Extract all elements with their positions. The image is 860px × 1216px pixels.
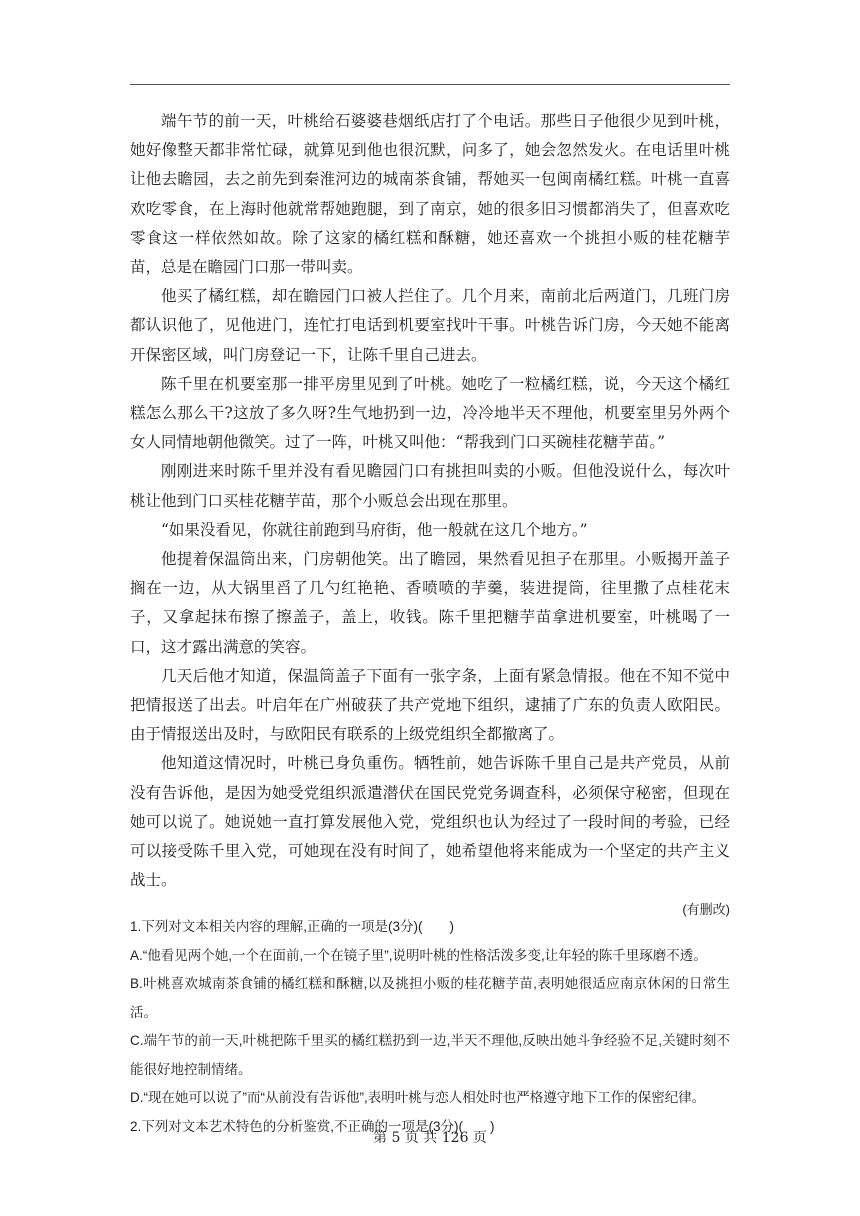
passage-paragraph: 几天后他才知道，保温筒盖子下面有一张字条，上面有紧急情报。他在不知不觉中把情报送了出去。叶启年在广州破获了共产党地下组织，逮捕了广东的负责人欧阳民。由于情报送出及时，与欧阳民有联系的上级党组织全都撤离了。 <box>130 666 730 744</box>
question-1-stem: 1.下列对文本相关内容的理解,正确的一项是(3分)( ) <box>130 919 454 934</box>
question-1-option-c: C.端午节的前一天,叶桃把陈千里买的橘红糕扔到一边,半天不理他,反映出她斗争经验不足,关键时刻不能很好地控制情绪。 <box>130 1033 730 1077</box>
question-1-option-b: B.叶桃喜欢城南茶食铺的橘红糕和酥糖,以及挑担小贩的桂花糖芋苗,表明她很适应南京休闲的日常生活。 <box>130 976 730 1020</box>
page-number: 第 5 页 共 126 页 <box>373 1130 487 1146</box>
passage-paragraph: 刚刚进来时陈千里并没有看见瞻园门口有挑担叫卖的小贩。但他没说什么，每次叶桃让他到门口买桂花糖芋苗，那个小贩总会出现在那里。 <box>130 462 730 510</box>
passage-paragraph: 陈千里在机要室那一排平房里见到了叶桃。她吃了一粒橘红糕，说，今天这个橘红糕怎么那么干?这放了多久呀?生气地扔到一边，冷冷地半天不理他，机要室里另外两个女人同情地朝他微笑。过了一阵，叶桃又叫他：“帮我到门口买碗桂花糖芋苗。” <box>130 374 730 452</box>
source-note: (有删改) <box>682 902 730 918</box>
question-1-option-d: D.“现在她可以说了”而“从前没有告诉他”,表明叶桃与恋人相处时也严格遵守地下工作的保密纪律。 <box>130 1090 706 1105</box>
passage-paragraph: 他知道这情况时，叶桃已身负重伤。牺牲前，她告诉陈千里自己是共产党员，从前没有告诉他，是因为她受党组织派遣潜伏在国民党党务调查科，必须保守秘密，但现在她可以说了。她说她一直打算发展他入党，党组织也认为经过了一段时间的考验，已经可以接受陈千里入党，可她现在没有时间了，她希望他将来能成为一个坚定的共产主义战士。 <box>130 754 730 890</box>
passage-paragraph: 他买了橘红糕，却在瞻园门口被人拦住了。几个月来，南前北后两道门，几班门房都认识他了，见他进门，连忙打电话到机要室找叶干事。叶桃告诉门房，今天她不能离开保密区域，叫门房登记一下，让陈千里自己进去。 <box>130 287 730 364</box>
passage-paragraph: 他提着保温筒出来，门房朝他笑。出了瞻园，果然看见担子在那里。小贩揭开盖子搁在一边，从大锅里舀了几勺红艳艳、香喷喷的芋羹，装进提筒，往里撒了点桂花末子，又拿起抹布擦了擦盖子，盖上，收钱。陈千里把糖芋苗拿进机要室，叶桃喝了一口，这才露出满意的笑容。 <box>130 550 730 656</box>
question-section <box>130 913 730 1141</box>
reading-passage <box>130 107 730 925</box>
question-1-option-a: A.“他看见两个她,一个在面前,一个在镜子里”,说明叶桃的性格活泼多变,让年轻的陈千里琢磨不透。 <box>130 947 707 963</box>
question-2-stem: 2.下列对文本艺术特色的分析鉴赏,不正确的一项是(3分)( ) <box>130 1118 495 1134</box>
passage-paragraph: “如果没看见，你就往前跑到马府街，他一般就在这几个地方。” <box>161 520 588 539</box>
header-rule <box>130 84 730 85</box>
passage-paragraph: 端午节的前一天，叶桃给石婆婆巷烟纸店打了个电话。那些日子他很少见到叶桃，她好像整天都非常忙碌，就算见到他也很沉默，问多了，她会忽然发火。在电话里叶桃让他去瞻园，去之前先到秦淮河边的城南茶食铺，帮她买一包闽南橘红糕。叶桃一直喜欢吃零食，在上海时他就常帮她跑腿，到了南京，她的很多旧习惯都消失了，但喜欢吃零食这一样依然如故。除了这家的橘红糕和酥糖，她还喜欢一个挑担小贩的桂花糖芋苗，总是在瞻园门口那一带叫卖。 <box>130 112 730 277</box>
